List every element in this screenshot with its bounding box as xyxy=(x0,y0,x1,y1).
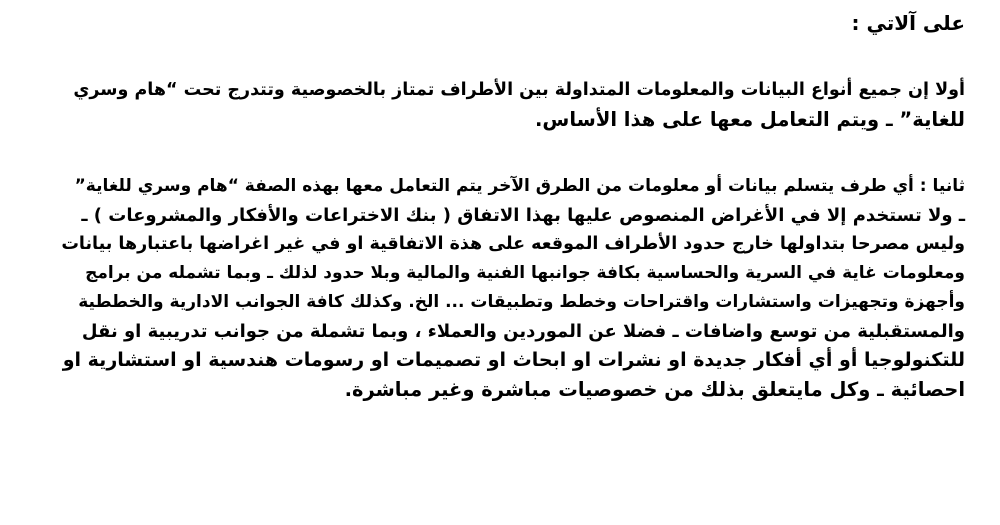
paragraph-line: أولا إن جميع أنواع البيانات والمعلومات المتداولة بين الأطراف تمتاز بالخصوصية وتتدرج تحت “هام وسري xyxy=(73,80,965,100)
paragraph-first xyxy=(60,76,965,134)
document-page xyxy=(60,8,965,404)
paragraph-line: ـ ولا تستخدم إلا في الأغراض المنصوص عليها بهذا الاتفاق ( بنك الاختراعات والأفكار والمشروعات ) ـ xyxy=(81,205,965,226)
paragraph-second xyxy=(60,172,965,404)
paragraph-line: وأجهزة وتجهيزات واستشارات واقتراحات وخطط وتطبيقات ... الخ. وكذلك كافة الجوانب الادارية والخططية xyxy=(78,292,965,312)
paragraph-line: وليس مصرحا بتداولها خارج حدود الأطراف الموقعه على هذة الاتفاقية او في غير اغراضها باعتبارها بيانات xyxy=(61,234,965,254)
spacer xyxy=(60,44,965,76)
paragraph-line: احصائية ـ وكل مايتعلق بذلك من خصوصيات مباشرة وغير مباشرة. xyxy=(344,378,965,401)
paragraph-line: ثانيا : أي طرف يتسلم بيانات أو معلومات من الطرق الآخر يتم التعامل معها بهذه الصفة “هام وسري للغاية” xyxy=(74,176,965,196)
paragraph-line: للتكنولوجيا أو أي أفكار جديدة او نشرات او ابحاث او تصميمات او رسومات هندسية او استشارية او xyxy=(62,349,965,371)
paragraph-line: ومعلومات غاية في السرية والحساسية بكافة جوانبها الفنية والمالية وبلا حدود لذلك ـ وبما تشمله من برامج xyxy=(85,263,965,283)
document-heading: على آلاتي : xyxy=(851,11,965,35)
spacer xyxy=(60,134,965,172)
paragraph-line: للغاية” ـ ويتم التعامل معها على هذا الأساس. xyxy=(535,108,965,131)
paragraph-line: والمستقبلية من توسع واضافات ـ فضلا عن الموردين والعملاء ، وبما تشملة من جوانب تدريبية او نقل xyxy=(81,321,965,342)
